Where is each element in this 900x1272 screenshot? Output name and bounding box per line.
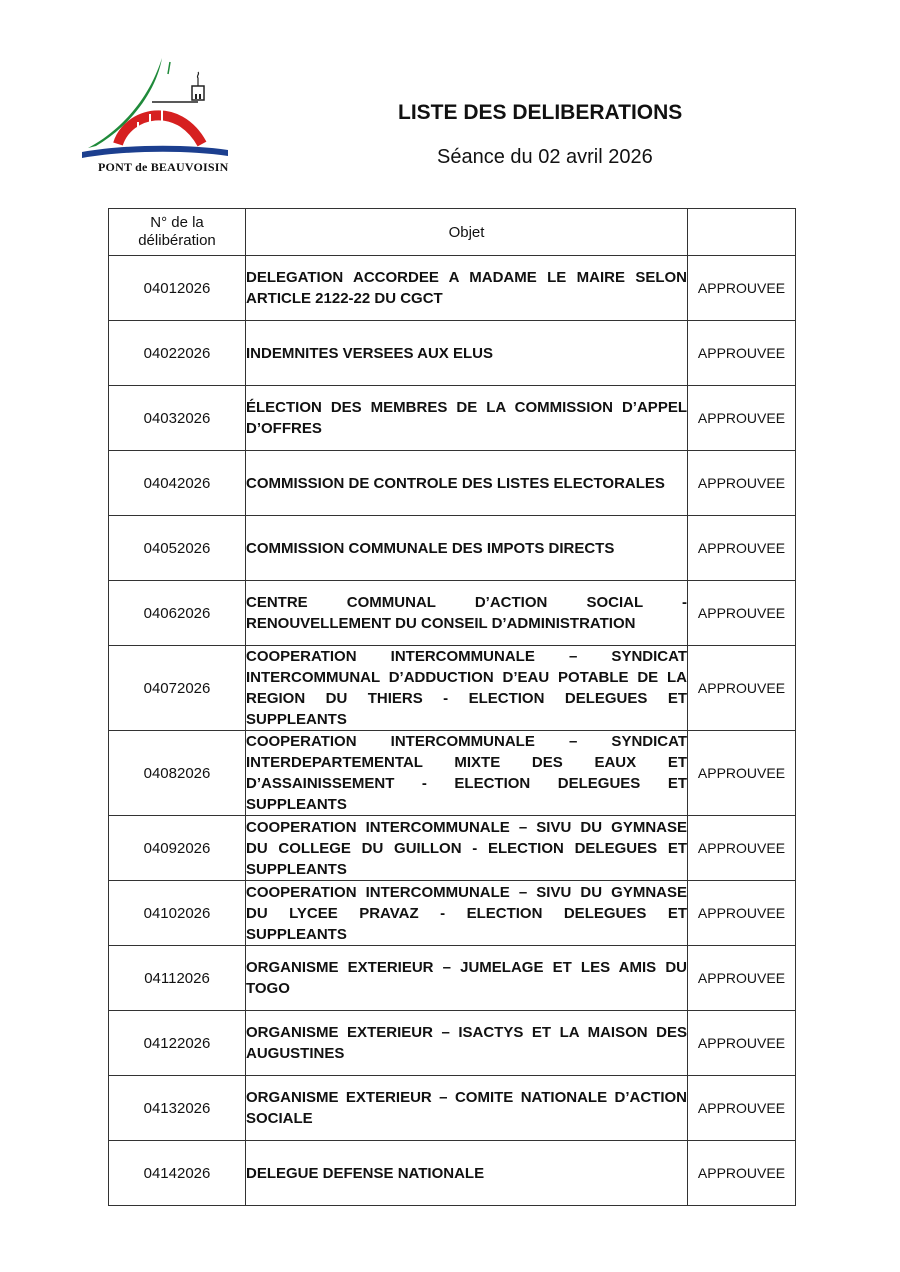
deliberation-number: 04042026 xyxy=(109,451,246,516)
deliberation-status: APPROUVEE xyxy=(688,451,796,516)
deliberation-number: 04032026 xyxy=(109,386,246,451)
deliberation-object: CENTRE COMMUNAL D’ACTION SOCIAL - RENOUVELLEMENT DU CONSEIL D’ADMINISTRATION xyxy=(246,581,688,646)
deliberation-number: 04142026 xyxy=(109,1141,246,1206)
deliberation-status: APPROUVEE xyxy=(688,881,796,946)
deliberation-status: APPROUVEE xyxy=(688,581,796,646)
deliberation-object: INDEMNITES VERSEES AUX ELUS xyxy=(246,321,688,386)
deliberation-number: 04082026 xyxy=(109,731,246,816)
table-header-row xyxy=(109,209,796,256)
deliberation-status: APPROUVEE xyxy=(688,946,796,1011)
column-header-object: Objet xyxy=(246,209,688,256)
deliberation-status: APPROUVEE xyxy=(688,646,796,731)
deliberation-status: APPROUVEE xyxy=(688,256,796,321)
deliberation-status: APPROUVEE xyxy=(688,321,796,386)
deliberation-object: ORGANISME EXTERIEUR – ISACTYS ET LA MAISON DES AUGUSTINES xyxy=(246,1011,688,1076)
session-date: Séance du 02 avril 2026 xyxy=(437,146,653,168)
table-row xyxy=(109,581,796,646)
deliberation-status: APPROUVEE xyxy=(688,1141,796,1206)
deliberation-number: 04102026 xyxy=(109,881,246,946)
deliberation-number: 04052026 xyxy=(109,516,246,581)
logo-text: PONT de BEAUVOISIN xyxy=(98,160,229,174)
deliberation-object: COOPERATION INTERCOMMUNALE – SYNDICAT INTERCOMMUNAL D’ADDUCTION D’EAU POTABLE DE LA REGION DU THIERS - ELECTION DELEGUES ET SUPPLEANTS xyxy=(246,646,688,731)
table-row xyxy=(109,1141,796,1206)
deliberation-object: COOPERATION INTERCOMMUNALE – SIVU DU GYMNASE DU COLLEGE DU GUILLON - ELECTION DELEGUES ET SUPPLEANTS xyxy=(246,816,688,881)
table-row xyxy=(109,451,796,516)
table-row xyxy=(109,816,796,881)
deliberation-number: 04022026 xyxy=(109,321,246,386)
deliberation-number: 04012026 xyxy=(109,256,246,321)
logo xyxy=(78,52,238,182)
deliberation-number: 04122026 xyxy=(109,1011,246,1076)
table-row xyxy=(109,321,796,386)
deliberation-number: 04072026 xyxy=(109,646,246,731)
page-title: LISTE DES DELIBERATIONS xyxy=(398,101,683,124)
table-row xyxy=(109,386,796,451)
town-logo-graphic xyxy=(78,52,238,162)
deliberation-object: COMMISSION DE CONTROLE DES LISTES ELECTORALES xyxy=(246,451,688,516)
deliberation-status: APPROUVEE xyxy=(688,1076,796,1141)
deliberation-object: DELEGUE DEFENSE NATIONALE xyxy=(246,1141,688,1206)
column-header-number-line2: délibération xyxy=(138,232,216,249)
deliberation-object: ORGANISME EXTERIEUR – JUMELAGE ET LES AMIS DU TOGO xyxy=(246,946,688,1011)
table-row xyxy=(109,256,796,321)
table-row xyxy=(109,881,796,946)
table-row xyxy=(109,1076,796,1141)
deliberation-number: 04112026 xyxy=(109,946,246,1011)
table-row xyxy=(109,731,796,816)
table-row xyxy=(109,1011,796,1076)
deliberation-status: APPROUVEE xyxy=(688,731,796,816)
deliberation-object: COOPERATION INTERCOMMUNALE – SIVU DU GYMNASE DU LYCEE PRAVAZ - ELECTION DELEGUES ET SUPPLEANTS xyxy=(246,881,688,946)
deliberation-number: 04062026 xyxy=(109,581,246,646)
deliberation-status: APPROUVEE xyxy=(688,386,796,451)
deliberation-object: ORGANISME EXTERIEUR – COMITE NATIONALE D’ACTION SOCIALE xyxy=(246,1076,688,1141)
deliberation-status: APPROUVEE xyxy=(688,516,796,581)
deliberation-status: APPROUVEE xyxy=(688,816,796,881)
deliberation-object: ÉLECTION DES MEMBRES DE LA COMMISSION D’APPEL D’OFFRES xyxy=(246,386,688,451)
deliberation-object: COOPERATION INTERCOMMUNALE – SYNDICAT INTERDEPARTEMENTAL MIXTE DES EAUX ET D’ASSAINISSEMENT - ELECTION DELEGUES ET SUPPLEANTS xyxy=(246,731,688,816)
deliberation-object: DELEGATION ACCORDEE A MADAME LE MAIRE SELON ARTICLE 2122-22 DU CGCT xyxy=(246,256,688,321)
table-row xyxy=(109,946,796,1011)
column-header-status xyxy=(688,209,796,256)
deliberation-object: COMMISSION COMMUNALE DES IMPOTS DIRECTS xyxy=(246,516,688,581)
table-row xyxy=(109,646,796,731)
deliberation-number: 04092026 xyxy=(109,816,246,881)
deliberations-table xyxy=(108,208,796,1206)
deliberation-status: APPROUVEE xyxy=(688,1011,796,1076)
table-row xyxy=(109,516,796,581)
deliberation-number: 04132026 xyxy=(109,1076,246,1141)
column-header-number xyxy=(109,209,246,256)
column-header-number-line1: N° de la xyxy=(150,214,204,231)
